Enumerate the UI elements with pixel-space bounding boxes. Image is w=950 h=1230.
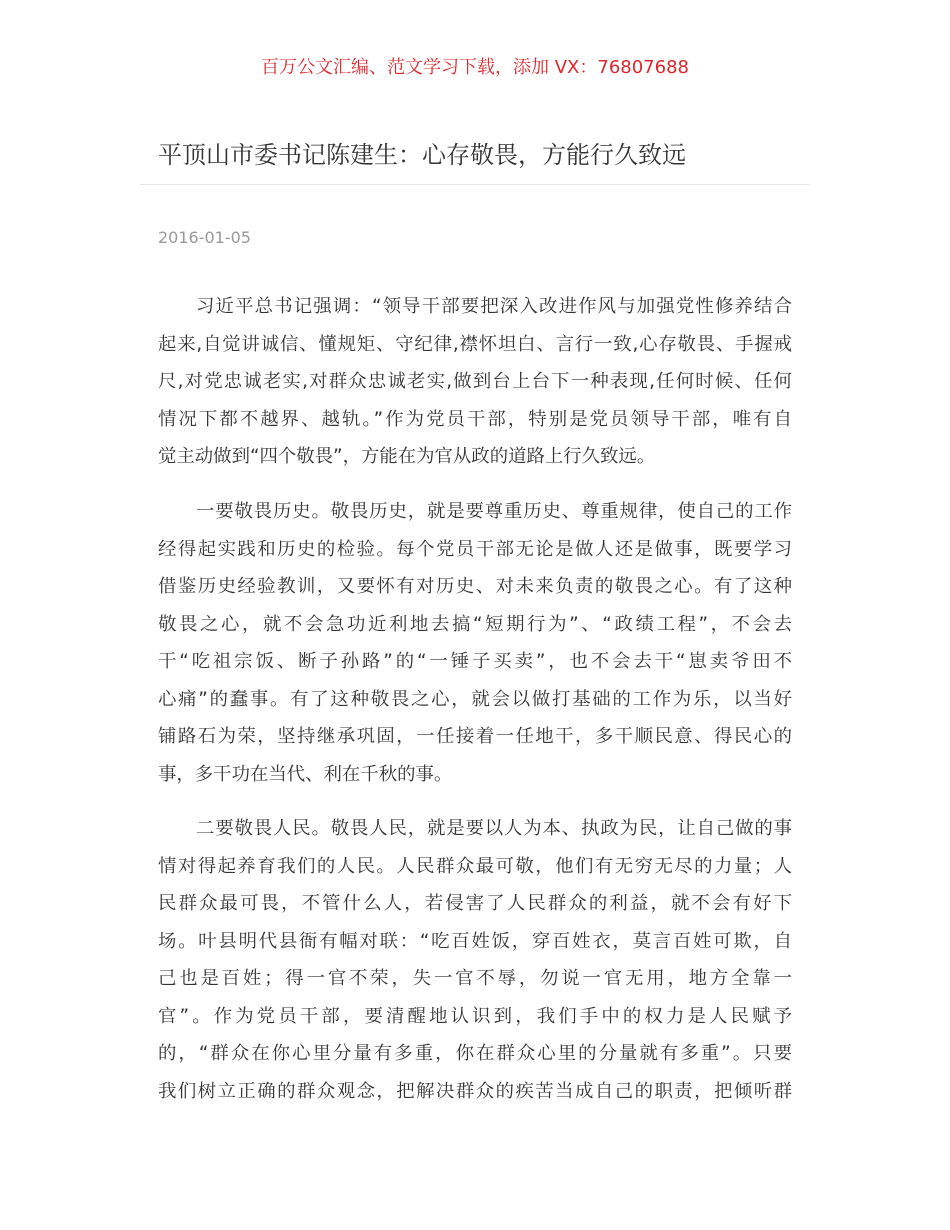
paragraph-3 (158, 810, 792, 1110)
promo-banner: 百万公文汇编、范文学习下载，添加 VX：76807688 (261, 57, 689, 78)
paragraph-line: 铺路石为荣，坚持继承巩固，一任接着一任地干，多干顺民意、得民心的 (158, 726, 792, 747)
paragraph-line: 二要敬畏人民。敬畏人民，就是要以人为本、执政为民，让自己做的事 (196, 818, 792, 839)
paragraph-line: 我们树立正确的群众观念，把解决群众的疾苦当成自己的职责，把倾听群 (158, 1080, 792, 1102)
paragraph-line: 敬畏之心，就不会急功近利地去搞“短期行为”、“政绩工程”，不会去 (158, 613, 792, 635)
paragraph-line: 一要敬畏历史。敬畏历史，就是要尊重历史、尊重规律，使自己的工作 (196, 501, 792, 522)
title-divider (140, 184, 810, 185)
paragraph-line: 起来,自觉讲诚信、懂规矩、守纪律,襟怀坦白、言行一致,心存敬畏、手握戒 (158, 333, 792, 355)
paragraph-line: 借鉴历史经验教训，又要怀有对历史、对未来负责的敬畏之心。有了这种 (158, 576, 792, 597)
paragraph-line: 民群众最可畏，不管什么人，若侵害了人民群众的利益，就不会有好下 (158, 893, 792, 914)
paragraph-1 (158, 288, 792, 476)
paragraph-line: 干“吃祖宗饭、断子孙路”的“一锤子买卖”，也不会去干“崽卖爷田不 (158, 651, 792, 672)
paragraph-line: 经得起实践和历史的检验。每个党员干部无论是做人还是做事，既要学习 (158, 538, 792, 560)
paragraph-line: 己也是百姓；得一官不荣，失一官不辱，勿说一官无用，地方全靠一 (158, 968, 792, 989)
paragraph-line: 觉主动做到“四个敬畏”，方能在为官从政的道路上行久致远。 (158, 446, 656, 467)
paragraph-line: 的，“群众在你心里分量有多重，你在群众心里的分量就有多重”。只要 (158, 1043, 792, 1064)
paragraph-line: 官”。作为党员干部，要清醒地认识到，我们手中的权力是人民赋予 (158, 1005, 792, 1027)
paragraph-line: 场。叶县明代县衙有幅对联：“吃百姓饭，穿百姓衣，莫言百姓可欺，自 (158, 930, 792, 952)
publish-date: 2016-01-05 (158, 228, 251, 247)
paragraph-line: 习近平总书记强调：“领导干部要把深入改进作风与加强党性修养结合 (196, 296, 792, 317)
article-title: 平顶山市委书记陈建生：心存敬畏，方能行久致远 (158, 141, 686, 169)
paragraph-line: 情对得起养育我们的人民。人民群众最可敬，他们有无穷无尽的力量；人 (158, 855, 792, 877)
paragraph-2 (158, 493, 792, 793)
paragraph-line: 心痛”的蠢事。有了这种敬畏之心，就会以做打基础的工作为乐，以当好 (158, 688, 792, 710)
paragraph-line: 尺,对党忠诚老实,对群众忠诚老实,做到台上台下一种表现,任何时候、任何 (158, 371, 792, 392)
paragraph-line: 情况下都不越界、越轨。”作为党员干部，特别是党员领导干部，唯有自 (158, 408, 792, 430)
paragraph-line: 事，多干功在当代、利在千秋的事。 (158, 763, 453, 785)
